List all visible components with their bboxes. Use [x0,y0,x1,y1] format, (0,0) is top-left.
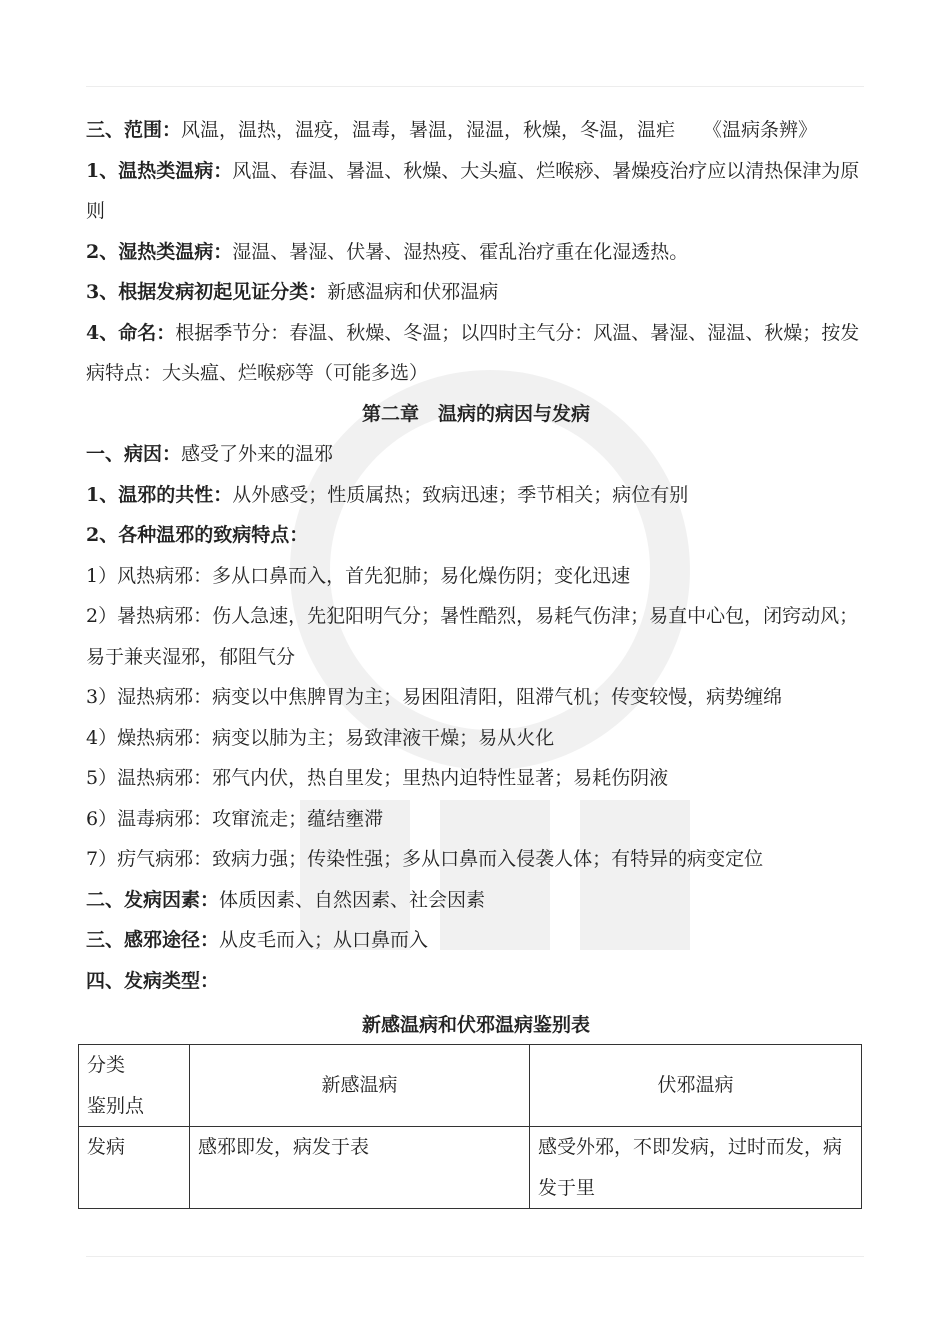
commonality-text: 从外感受；性质属热；致病迅速；季节相关；病位有别 [232,483,689,506]
commonality-label: 1、温邪的共性： [86,483,233,506]
pathogen-text: 多从口鼻而入，首先犯肺；易化燥伤阴；变化迅速 [212,564,631,587]
corner-bottom-label: 鉴别点 [87,1094,145,1117]
pathogen-item-3 [86,677,866,718]
column-header-new: 新感温病 [190,1045,530,1127]
category-text: 湿温、暑湿、伏暑、湿热疫、霍乱治疗重在化湿透热。 [232,240,689,263]
category-label: 4、命名： [86,321,176,344]
category-label: 2、湿热类温病： [86,240,233,263]
table-title: 新感温病和伏邪温病鉴别表 [361,1014,590,1036]
pathogen-item-7 [86,839,866,880]
category-text: 风温、春温、暑温、秋燥、大头瘟、烂喉痧、暑燥疫治疗应以清热保津为原则 [86,159,860,222]
category-line-3 [86,272,866,313]
category-text: 根据季节分：春温、秋燥、冬温；以四时主气分：风温、暑湿、湿温、秋燥；按发病特点：大头瘟、烂喉痧等（可能多选） [86,321,860,384]
row-label-cell: 发病 [79,1127,190,1209]
table-row [79,1127,862,1209]
chapter-title: 第二章 温病的病因与发病 [361,402,590,425]
table-corner-cell [79,1045,190,1127]
factors-label: 二、发病因素： [86,888,220,911]
pathogen-item-4 [86,718,866,759]
scope-label: 三、范围： [86,119,182,141]
pathogen-item-6 [86,799,866,840]
routes-line [86,920,866,961]
pathogen-label: 7）疠气病邪： [86,848,213,870]
row-latent-cell: 感受外邪，不即发病，过时而发，病发于里 [530,1127,862,1209]
pathogen-item-1 [86,556,866,597]
category-label: 1、温热类温病： [86,159,233,182]
header-rule [86,86,864,87]
pathogen-text: 病变以肺为主；易致津液干燥；易从火化 [212,726,555,749]
pathogen-label: 1）风热病邪： [86,564,213,587]
pathogen-label: 6）温毒病邪： [86,807,213,830]
category-line-4 [86,313,866,394]
pathogen-text: 致病力强；传染性强；多从口鼻而入侵袭人体；有特异的病变定位 [212,848,764,870]
pathogen-item-2 [86,596,866,677]
pathogen-text: 攻窜流走；蕴结壅滞 [212,807,384,830]
pathogen-text: 伤人急速，先犯阳明气分；暑性酷烈，易耗气伤津；易直中心包，闭窍动风；易于兼夹湿邪，郁阻气分 [86,605,859,668]
cause-text: 感受了外来的温邪 [181,443,334,465]
pathogen-text: 邪气内伏，热自里发；里热内迫特性显著；易耗伤阴液 [212,767,669,789]
document-body [86,110,866,1046]
table-header-row [79,1045,862,1127]
factors-text: 体质因素、自然因素、社会因素 [219,888,486,911]
comparison-table [78,1044,862,1209]
category-line-1 [86,151,866,232]
row-new-cell: 感邪即发，病发于表 [190,1127,530,1209]
cause-label: 一、病因： [86,443,182,465]
category-label: 3、根据发病初起见证分类： [86,281,328,303]
pathogen-text: 病变以中焦脾胃为主；易困阻清阳，阻滞气机；传变较慢，病势缠绵 [212,686,783,708]
pathogen-item-5 [86,758,866,799]
scope-source: 《温病条辨》 [703,119,818,141]
factors-line [86,880,866,921]
routes-label: 三、感邪途径： [86,929,220,951]
pathogen-label: 2）暑热病邪： [86,605,213,627]
corner-top-label: 分类 [87,1054,126,1076]
scope-line [86,110,866,151]
pathogen-heading: 2、各种温邪的致病特点： [86,524,309,546]
footer-rule [86,1256,864,1257]
scope-text: 风温，温热，温疫，温毒，暑温，湿温，秋燥，冬温，温疟 [181,119,676,141]
commonality-line [86,475,866,516]
column-header-latent: 伏邪温病 [530,1045,862,1127]
cause-line [86,434,866,475]
pathogen-label: 5）温热病邪： [86,767,213,789]
pathogen-label: 4）燥热病邪： [86,726,213,749]
category-line-2 [86,232,866,273]
types-heading: 四、发病类型： [86,969,220,992]
category-text: 新感温病和伏邪温病 [327,281,499,303]
routes-text: 从皮毛而入；从口鼻而入 [219,929,429,951]
pathogen-label: 3）湿热病邪： [86,686,213,708]
